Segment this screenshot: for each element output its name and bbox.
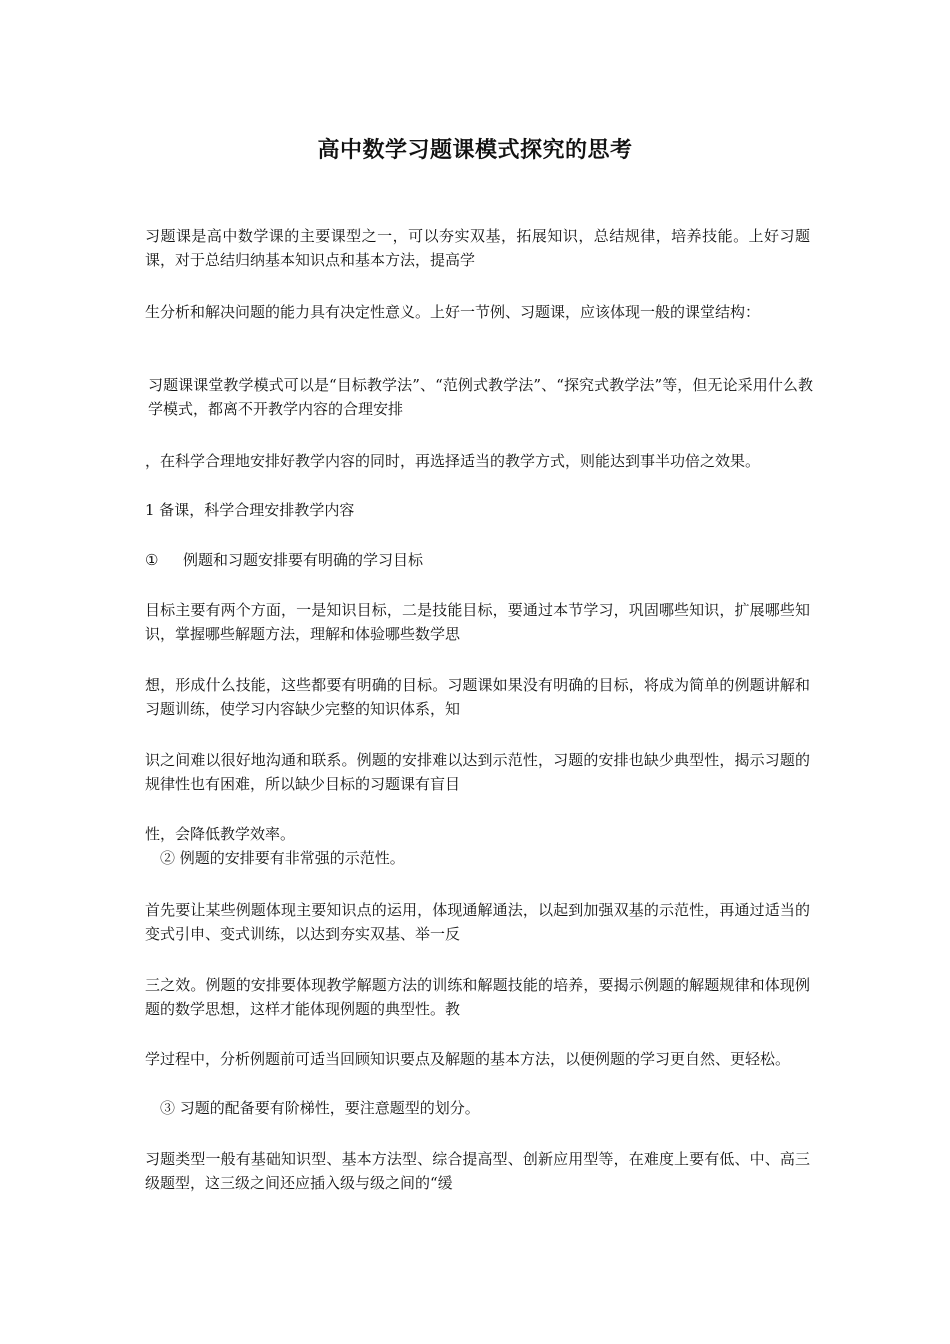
list-item-1-text: 例题和习题安排要有明确的学习目标 <box>183 551 424 569</box>
paragraph-intro-1: 习题课是高中数学课的主要课型之一，可以夯实双基，拓展知识，总结规律，培养技能。上好习题课，对于总结归纳基本知识点和基本方法，提高学 <box>145 227 810 269</box>
list-item-1 <box>145 548 810 572</box>
page-title: 高中数学习题课模式探究的思考 <box>317 137 633 163</box>
paragraph-example-2: 三之效。例题的安排要体现教学解题方法的训练和解题技能的培养，要揭示例题的解题规律和体现例题的数学思想，这样才能体现例题的典型性。教 <box>145 976 810 1018</box>
list-item-3: ③ 习题的配备要有阶梯性，要注意题型的划分。 <box>160 1099 480 1117</box>
paragraph-teaching-model: 习题课课堂教学模式可以是“目标教学法”、“范例式教学法”、“探究式教学法”等，但无论采用什么教学模式，都离不开教学内容的合理安排 <box>148 376 813 418</box>
paragraph-teaching-model-cont: ，在科学合理地安排好教学内容的同时，再选择适当的教学方式，则能达到事半功倍之效果。 <box>145 452 761 470</box>
paragraph-example-1: 首先要让某些例题体现主要知识点的运用，体现通解通法，以起到加强双基的示范性，再通过适当的变式引申、变式训练，以达到夯实双基、举一反 <box>145 901 810 943</box>
paragraph-goal-2: 想，形成什么技能，这些都要有明确的目标。习题课如果没有明确的目标，将成为简单的例题讲解和习题训练，使学习内容缺少完整的知识体系，知 <box>145 676 810 718</box>
paragraph-goal-4: 性，会降低教学效率。 <box>145 825 296 843</box>
paragraph-intro-2: 生分析和解决问题的能力具有决定性意义。上好一节例、习题课，应该体现一般的课堂结构： <box>145 303 761 321</box>
paragraph-exercise-types: 习题类型一般有基础知识型、基本方法型、综合提高型、创新应用型等，在难度上要有低、中、高三级题型，这三级之间还应插入级与级之间的“缓 <box>145 1150 810 1192</box>
paragraph-goal-1: 目标主要有两个方面，一是知识目标，二是技能目标，要通过本节学习，巩固哪些知识，扩展哪些知识，掌握哪些解题方法，理解和体验哪些数学思 <box>145 601 810 643</box>
section-heading-1: 1 备课，科学合理安排教学内容 <box>145 501 355 519</box>
paragraph-goal-3: 识之间难以很好地沟通和联系。例题的安排难以达到示范性，习题的安排也缺少典型性，揭示习题的规律性也有困难，所以缺少目标的习题课有盲目 <box>145 751 810 793</box>
list-item-1-number: ① <box>145 551 159 569</box>
list-item-2: ② 例题的安排要有非常强的示范性。 <box>160 849 405 867</box>
paragraph-example-3: 学过程中，分析例题前可适当回顾知识要点及解题的基本方法，以便例题的学习更自然、更轻松。 <box>145 1050 791 1068</box>
